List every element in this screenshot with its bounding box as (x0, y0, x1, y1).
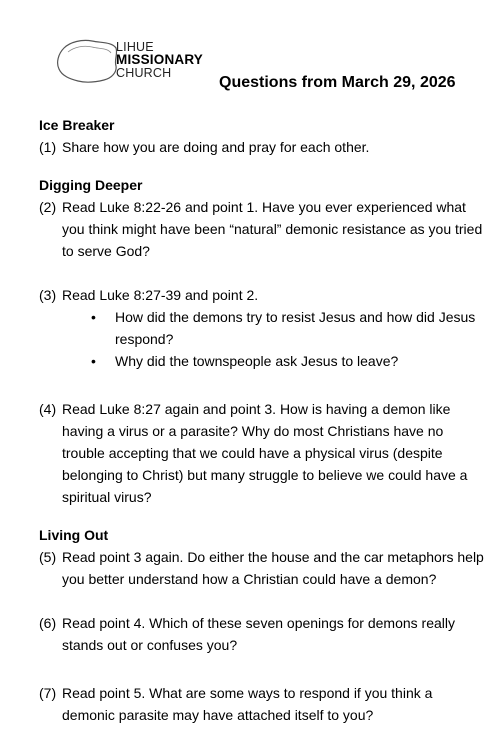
bullet-list (39, 306, 489, 372)
logo-line-1: LIHUE (116, 40, 154, 54)
question-number: (6) (39, 615, 57, 631)
question-text: Share how you are doing and pray for each other. (62, 139, 370, 155)
question-6 (39, 612, 489, 656)
bullet-icon: • (91, 353, 96, 369)
bullet-icon: • (91, 309, 96, 325)
question-number: (1) (39, 139, 57, 155)
question-4 (39, 398, 489, 508)
questions-content (39, 114, 489, 726)
bullet-text: How did the demons try to resist Jesus and how did Jesus respond? (115, 309, 476, 347)
question-7 (39, 682, 489, 726)
question-3 (39, 284, 489, 306)
question-1 (39, 136, 489, 158)
question-number: (2) (39, 199, 57, 215)
question-text: Read Luke 8:27-39 and point 2. (62, 287, 259, 303)
bullet-item (91, 350, 489, 372)
question-2 (39, 196, 489, 262)
bullet-item (91, 306, 489, 350)
question-number: (3) (39, 287, 57, 303)
church-logo (56, 38, 216, 86)
logo-line-2: MISSIONARY (116, 52, 204, 67)
question-number: (5) (39, 549, 57, 565)
question-number: (4) (39, 401, 57, 417)
bullet-text: Why did the townspeople ask Jesus to leave? (115, 353, 399, 369)
question-text: Read point 4. Which of these seven openings for demons really stands out or confuses you? (62, 615, 456, 653)
question-text: Read point 3 again. Do either the house and the car metaphors help you better understand how a Christian could have a demon? (62, 549, 484, 587)
question-text: Read Luke 8:22-26 and point 1. Have you ever experienced what you think might have been “natural” demonic resistance as you tried to serve God? (62, 199, 483, 259)
question-text: Read point 5. What are some ways to respond if you think a demonic parasite may have attached itself to you? (62, 685, 433, 723)
logo-line-3: CHURCH (116, 66, 172, 80)
page-title: Questions from March 29, 2026 (219, 74, 456, 91)
section-heading-living-out: Living Out (39, 527, 109, 543)
question-number: (7) (39, 685, 57, 701)
section-heading-ice-breaker: Ice Breaker (39, 117, 115, 133)
section-heading-digging-deeper: Digging Deeper (39, 177, 143, 193)
question-text: Read Luke 8:27 again and point 3. How is having a demon like having a virus or a parasite? Why do most Christians have no trouble accepting that we could have a physical virus (despite belonging to Christ) but many struggle to believe we could have a spiritual virus? (62, 401, 468, 505)
question-5 (39, 546, 489, 590)
island-outline-icon (56, 38, 118, 84)
